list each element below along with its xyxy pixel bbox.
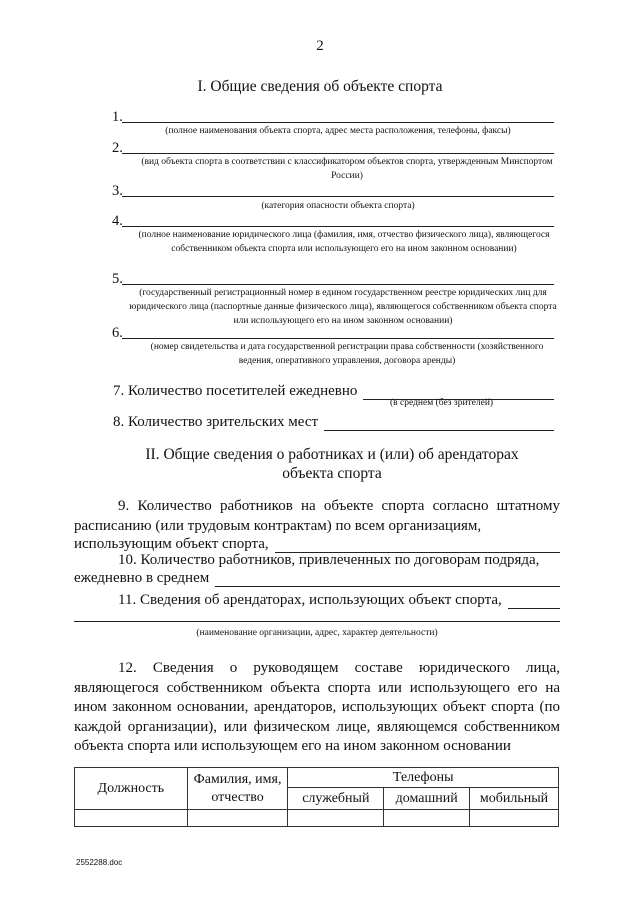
table-cell[interactable] [384,810,470,827]
item-10-line [215,572,560,587]
field-2-caption: (вид объекта спорта в соответствии с классификатором объектов спорта, утвержденным Минспортом России) [141,157,553,181]
item-9-tail: использующим объект спорта, [74,536,269,552]
section-2-title-line-2: объекта спорта [282,465,382,482]
field-3-caption: (категория опасности объекта спорта) [261,201,415,211]
table-cell[interactable] [187,810,288,827]
item-7-row[interactable] [113,380,554,400]
table-cell[interactable] [75,810,188,827]
item-7-caption: (в среднем (без зрителей) [390,398,494,408]
item-9-tail-row[interactable] [74,536,560,553]
management-table [74,767,559,827]
field-1-caption: (полное наименования объекта спорта, адрес места расположения, телефоны, факсы) [165,126,511,136]
field-3-number: 3. [112,183,123,199]
item-11-label: 11. Сведения об арендаторах, использующих объект спорта, [118,592,502,608]
item-7-label: 7. Количество посетителей ежедневно [113,383,358,399]
field-2-line [122,153,554,154]
item-8-row[interactable] [113,411,554,431]
section-2-title-line-1: II. Общие сведения о работниках и (или) об арендаторах [145,446,519,463]
table-cell[interactable] [470,810,559,827]
item-11-caption: (наименование организации, адрес, характер деятельности) [196,628,438,638]
field-5-number: 5. [112,271,123,287]
item-8-line [324,416,554,431]
field-1-line [122,122,554,123]
page-number: 2 [316,38,324,54]
item-11-line [508,594,560,609]
field-6-number: 6. [112,325,123,341]
item-12-text: 12. Сведения о руководящем составе юридического лица, являющегося собственником объекта спорта или использующего его на ином законном основании, арендаторов, использующих объект спорта (по каждой организации), или физическом лице, являющемся собственником объекта спорта или использующем его на ином законном основании [74,660,560,754]
field-2-number: 2. [112,140,123,156]
table-header-position: Должность [75,768,188,810]
field-5-caption: (государственный регистрационный номер в едином государственном реестре юридических лиц для юридического лица (паспортные данные физического лица), являющегося собственником объекта спорта или использующего его на ином законном основании) [129,288,557,326]
item-10-line-2: ежедневно в среднем [74,570,210,586]
field-4-number: 4. [112,213,123,229]
item-10-line-1: 10. Количество работников, привлеченных по договорам подряда, [118,552,540,568]
table-header-work-phone: служебный [288,788,384,810]
item-11-row[interactable] [118,592,560,609]
item-9-line [275,538,560,553]
table-header-phones: Телефоны [288,768,559,788]
table-cell[interactable] [288,810,384,827]
table-header-name: Фамилия, имя, отчество [187,768,288,810]
field-4-line [122,226,554,227]
field-1-number: 1. [112,109,123,125]
footer-filename: 2552288.doc [76,858,123,867]
table-row[interactable] [75,810,559,827]
table-header-home-phone: домашний [384,788,470,810]
field-5-line [122,284,554,285]
section-1-title: I. Общие сведения об объекте спорта [197,78,443,95]
field-6-caption: (номер свидетельства и дата государственной регистрации права собственности (хозяйственного ведения, оперативного управления, договора аренды) [150,342,544,366]
field-3-line [122,196,554,197]
table-header-mobile-phone: мобильный [470,788,559,810]
item-11-blank-line[interactable] [74,611,560,622]
field-6-line [122,338,554,339]
item-8-label: 8. Количество зрительских мест [113,414,319,430]
item-10-row[interactable] [74,570,560,587]
item-9-text: 9. Количество работников на объекте спорта согласно штатному расписанию (или трудовым контрактам) по всем организациям, [74,498,560,534]
field-4-caption: (полное наименование юридического лица (фамилия, имя, отчество физического лица), являющегося собственником объекта спорта или использующего его на ином законном основании) [138,230,550,254]
